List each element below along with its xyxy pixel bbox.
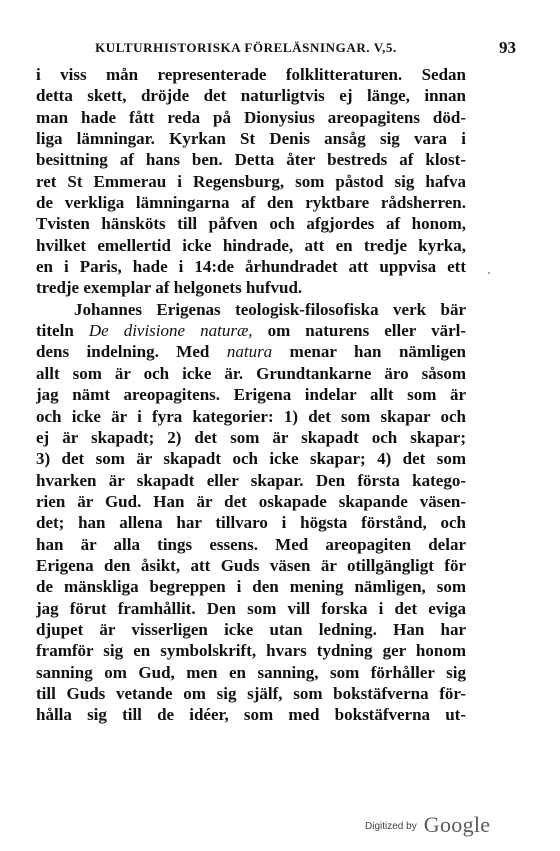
- running-title: KULTURHISTORISKA FÖRELÄSNINGAR. V,5.: [95, 40, 397, 55]
- text-fragment: dens indelning. Med: [36, 342, 210, 362]
- text-line: Johannes Erigenas teologisk-filosofiska verk bär: [74, 299, 466, 319]
- text-line: hvilket emellertid icke hindrade, att en tredje kyrka,: [36, 235, 466, 255]
- text-line: rien är Gud. Han är det oskapade skapande väsen-: [36, 491, 466, 511]
- text-line: ret St Emmerau i Regensburg, som påstod sig hafva: [36, 171, 466, 191]
- text-line: Erigena den åsikt, att Guds väsen är otillgängligt för: [36, 555, 466, 575]
- text-line: hvarken är skapadt eller skapar. Den första katego-: [36, 470, 466, 490]
- paragraph-1: [36, 64, 466, 299]
- text-line: 3) det som är skapadt och icke skapar; 4) det som: [36, 449, 466, 469]
- text-line: han är alla tings essens. Med areopagiten delar: [36, 534, 466, 554]
- text-fragment: titeln: [36, 321, 74, 341]
- digitized-watermark: [365, 812, 490, 842]
- book-title-italic: De divisione naturæ,: [88, 321, 253, 341]
- text-line: sanning om Gud, men en sanning, som förhåller sig: [36, 662, 466, 682]
- paragraph-2: [36, 299, 466, 726]
- text-line: de verkliga lämningarna af den ryktbare rådsherren.: [36, 193, 466, 213]
- text-line: det; han allena har tillvaro i högsta förstånd, och: [36, 513, 466, 533]
- google-logo: Google: [423, 812, 491, 837]
- text-line: besittning af hans ben. Detta åter bestreds af klost-: [36, 150, 466, 170]
- paper-speck: [488, 272, 490, 274]
- text-line: och icke är i fyra kategorier: 1) det som skapar och: [36, 406, 466, 426]
- text-line: tredje exemplar af helgonets hufvud.: [36, 278, 303, 298]
- body-text: [36, 64, 466, 726]
- text-line: i viss mån representerade folklitteraturen. Sedan: [36, 65, 466, 84]
- text-line: hålla sig till de idéer, som med bokstäfverna ut-: [36, 705, 466, 725]
- text-line: djupet är visserligen icke utan ledning. Han har: [36, 619, 466, 639]
- text-line: till Guds vetande om sig själf, som bokstäfverna för-: [36, 683, 466, 703]
- text-line: liga lämningar. Kyrkan St Denis ansåg sig vara i: [36, 129, 466, 149]
- text-line: de mänskliga begreppen i den mening nämligen, som: [36, 577, 466, 597]
- text-line: detta skett, dröjde det naturligtvis ej länge, innan: [36, 86, 466, 106]
- text-line: allt som är och icke är. Grundtankarne äro såsom: [36, 363, 466, 383]
- text-line: ej är skapadt; 2) det som är skapadt och skapar;: [36, 427, 466, 447]
- term-italic: natura: [226, 342, 273, 362]
- text-line: [36, 320, 466, 341]
- watermark-prefix: Digitized by: [365, 821, 417, 832]
- text-line: jag nämt areopagitens. Erigena indelar allt som är: [36, 385, 466, 405]
- page-number: 93: [499, 38, 516, 57]
- text-line: en i Paris, hade i 14:de århundradet att uppvisa ett: [36, 257, 466, 277]
- page-header: [36, 40, 516, 62]
- text-fragment: om naturens eller värl-: [267, 321, 466, 341]
- text-line: framför sig en symbolskrift, hvars tydning ger honom: [36, 641, 466, 661]
- text-fragment: menar han nämligen: [289, 342, 466, 362]
- text-line: jag förut framhållit. Den som vill forska i det eviga: [36, 598, 466, 618]
- text-line: Tvisten hänsköts till påfven och afgjordes af honom,: [36, 214, 466, 234]
- text-line: [36, 341, 466, 362]
- text-line: man hade fått reda på Dionysius areopagitens död-: [36, 107, 466, 127]
